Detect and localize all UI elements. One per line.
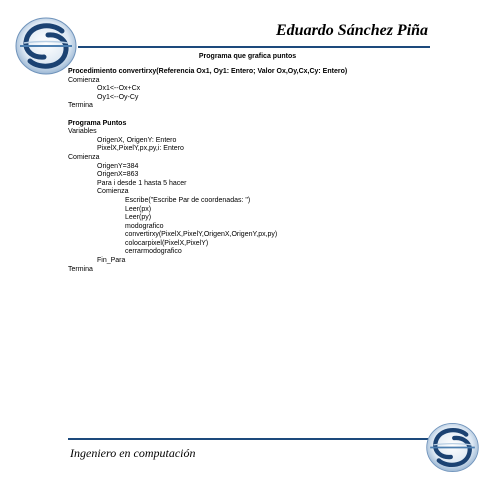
code-line: Leer(py) bbox=[125, 214, 152, 222]
header-author-name: Eduardo Sánchez Piña bbox=[276, 22, 429, 39]
footer-career-text: Ingeniero en computación bbox=[70, 446, 196, 460]
code-line: colocarpixel(PixelX,PixelY) bbox=[125, 239, 209, 247]
document-title: Programa que grafica puntos bbox=[198, 53, 297, 60]
code-line: convertirxy(PixelX,PixelY,OrigenX,OrigenY,px,py) bbox=[125, 231, 278, 239]
code-line: Ox1<--Ox+Cx bbox=[97, 85, 141, 93]
code-line: Comienza bbox=[97, 188, 129, 196]
footer-divider bbox=[68, 438, 428, 440]
code-line: OrigenY=384 bbox=[97, 162, 139, 170]
code-line: OrigenX=863 bbox=[97, 171, 139, 179]
code-line: Procedimiento convertirxy(Referencia Ox1, Oy1: Entero; Valor Ox,Oy,Cx,Cy: Entero) bbox=[68, 68, 348, 75]
code-line: Fin_Para bbox=[97, 257, 126, 265]
pseudocode-body bbox=[68, 68, 428, 274]
code-line: Leer(px) bbox=[125, 205, 152, 213]
code-line: Comienza bbox=[68, 76, 100, 84]
code-line: PixelX,PixelY,px,py,i: Entero bbox=[97, 145, 184, 153]
header-divider bbox=[78, 46, 430, 48]
code-line: Oy1<--Oy-Cy bbox=[97, 93, 139, 101]
code-line: Termina bbox=[68, 102, 93, 110]
code-line: Termina bbox=[68, 265, 93, 273]
code-line: Variables bbox=[68, 128, 97, 136]
footer-logo-icon bbox=[425, 420, 480, 475]
code-line: modografico bbox=[125, 222, 164, 230]
code-line: Escribe("Escribe Par de coordenadas: ") bbox=[125, 196, 251, 204]
code-line: cerrarmodografico bbox=[125, 248, 182, 256]
code-line: Comienza bbox=[68, 153, 100, 161]
code-line: OrigenX, OrigenY: Entero bbox=[97, 136, 177, 144]
code-line: Programa Puntos bbox=[68, 119, 127, 127]
blank-line bbox=[68, 111, 428, 120]
code-line: Para i desde 1 hasta 5 hacer bbox=[97, 179, 187, 187]
